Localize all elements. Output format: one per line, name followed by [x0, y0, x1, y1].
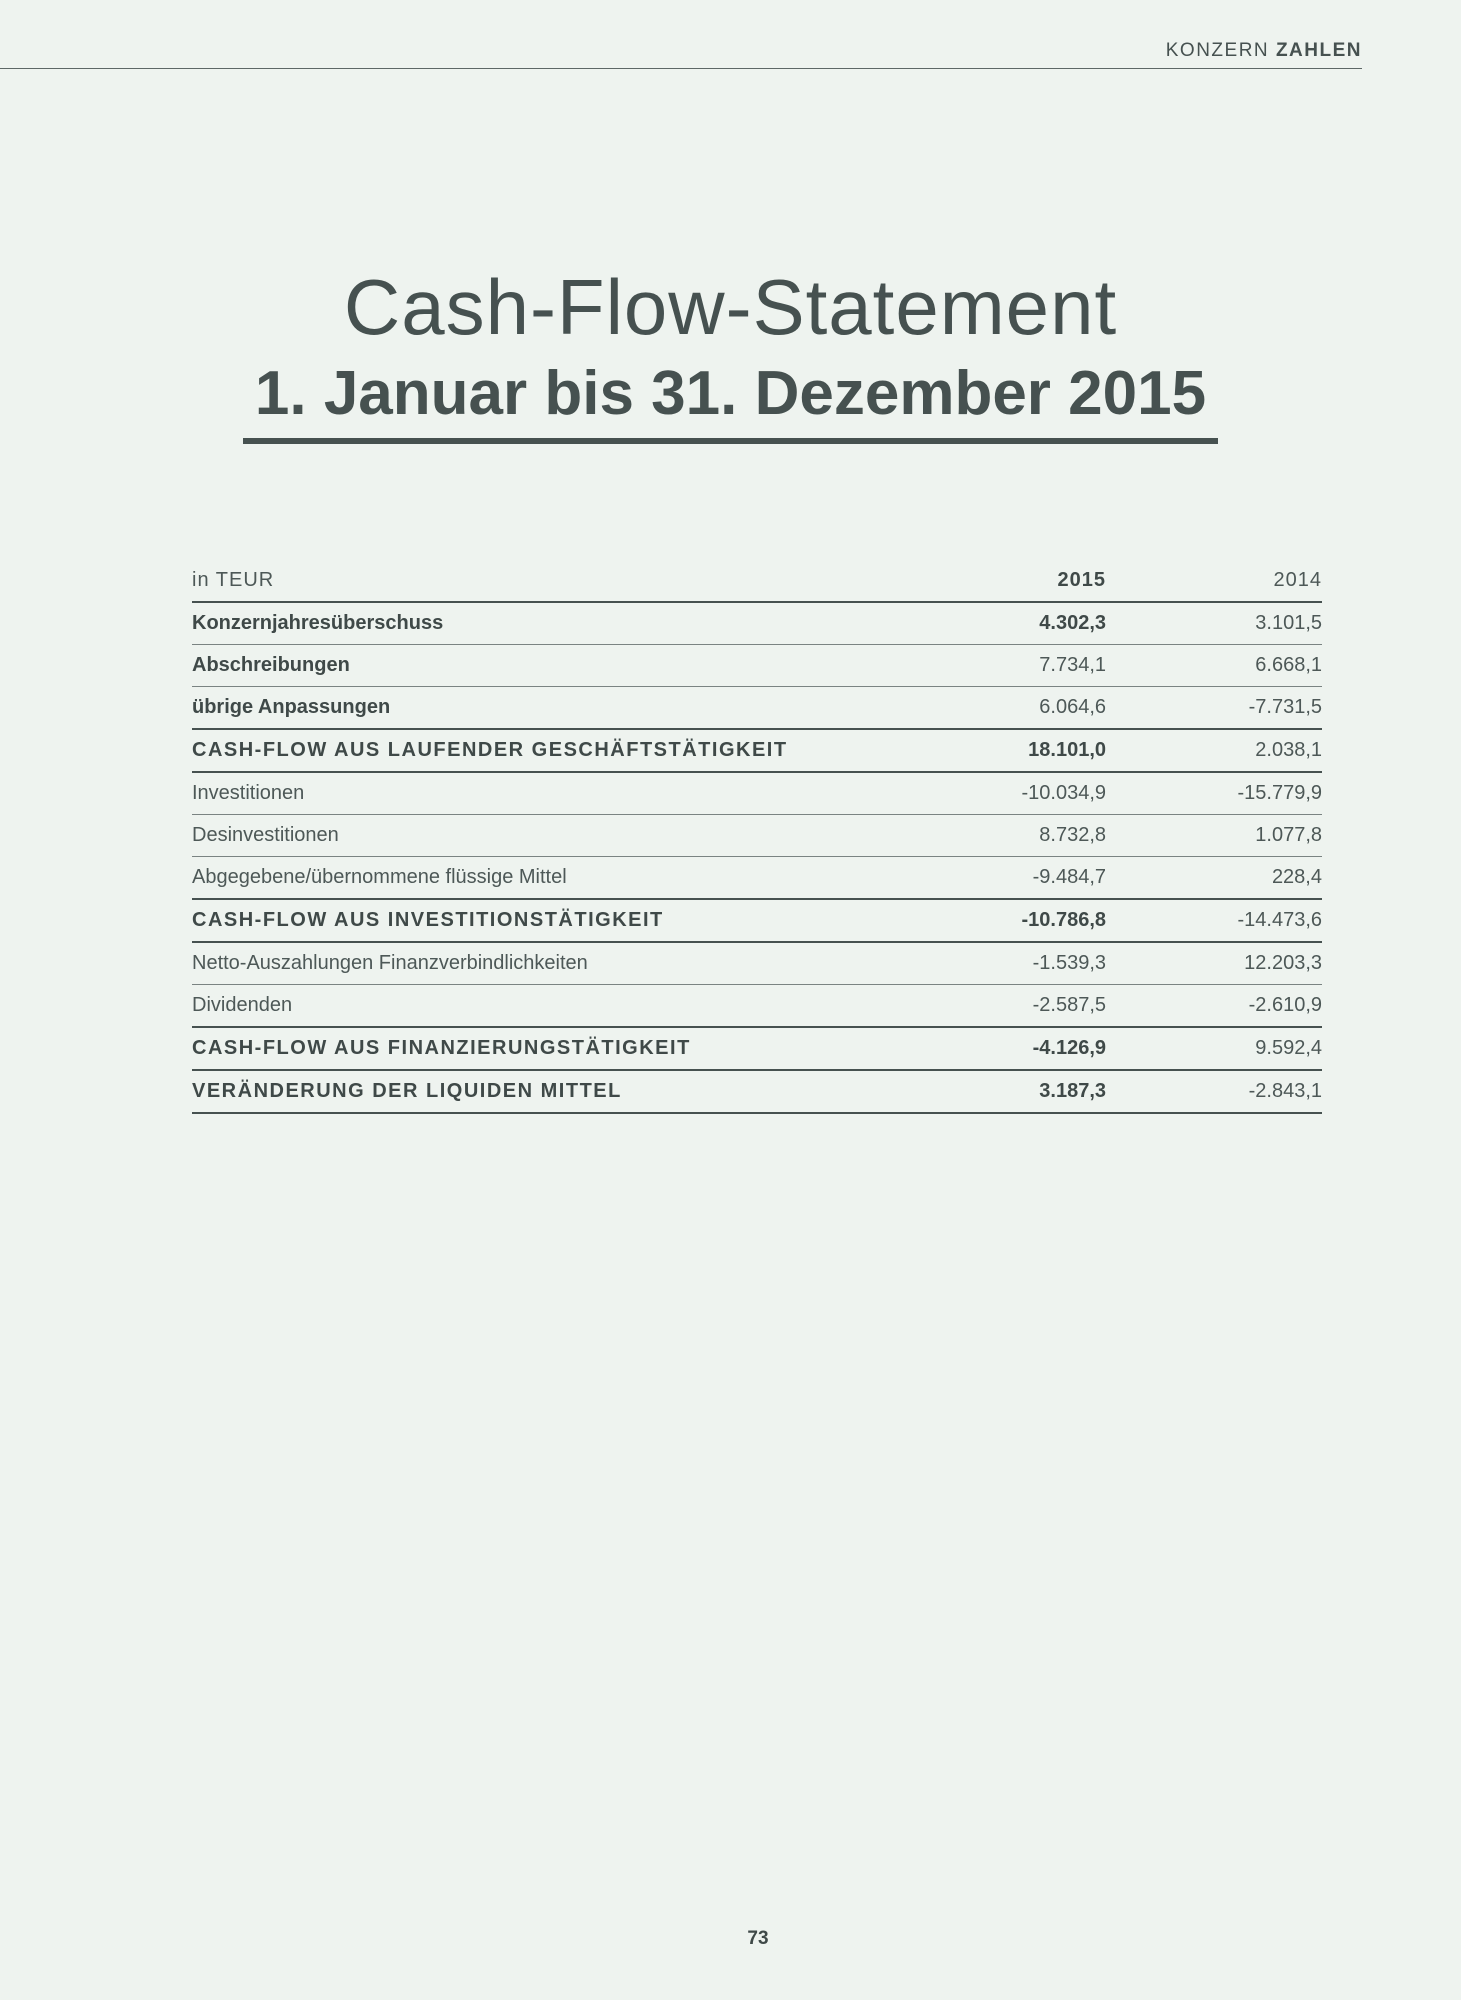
- table-row: [192, 772, 1322, 815]
- value-2015: 6.064,6: [926, 687, 1106, 730]
- value-2015: -9.484,7: [926, 857, 1106, 900]
- value-2015: -4.126,9: [926, 1027, 1106, 1070]
- page-number: 73: [747, 1928, 769, 1949]
- table-row: [192, 815, 1322, 857]
- value-2014: 3.101,5: [1106, 602, 1322, 645]
- value-2014: -7.731,5: [1106, 687, 1322, 730]
- value-2014: 1.077,8: [1106, 815, 1322, 857]
- row-label: Netto-Auszahlungen Finanzverbindlichkeiten: [192, 942, 926, 985]
- page-header: [0, 0, 1362, 69]
- table-row-subtotal: [192, 1027, 1322, 1070]
- column-header-2015: 2015: [926, 560, 1106, 602]
- value-2015: 18.101,0: [926, 729, 1106, 772]
- table-row-subtotal: [192, 729, 1322, 772]
- value-2014: 6.668,1: [1106, 645, 1322, 687]
- row-label: VERÄNDERUNG DER LIQUIDEN MITTEL: [192, 1070, 926, 1113]
- value-2015: 8.732,8: [926, 815, 1106, 857]
- row-label: Investitionen: [192, 772, 926, 815]
- value-2014: -15.779,9: [1106, 772, 1322, 815]
- value-2015: -2.587,5: [926, 985, 1106, 1028]
- column-header-2014: 2014: [1106, 560, 1322, 602]
- value-2014: 9.592,4: [1106, 1027, 1322, 1070]
- title-block: [0, 262, 1461, 444]
- unit-label: in TEUR: [192, 560, 926, 602]
- value-2015: 3.187,3: [926, 1070, 1106, 1113]
- page-title: Cash-Flow-Statement: [343, 263, 1118, 351]
- table-row: [192, 687, 1322, 730]
- table-row: [192, 985, 1322, 1028]
- row-label: Konzernjahresüberschuss: [192, 602, 926, 645]
- cash-flow-table: [192, 560, 1322, 1114]
- value-2015: -10.034,9: [926, 772, 1106, 815]
- section-label: [1166, 40, 1362, 62]
- table-row: [192, 645, 1322, 687]
- table-row: [192, 857, 1322, 900]
- value-2015: 7.734,1: [926, 645, 1106, 687]
- value-2015: -10.786,8: [926, 899, 1106, 942]
- section-label-regular: KONZERN: [1165, 40, 1270, 61]
- row-label: Dividenden: [192, 985, 926, 1028]
- row-label: CASH-FLOW AUS INVESTITIONSTÄTIGKEIT: [192, 899, 926, 942]
- value-2015: -1.539,3: [926, 942, 1106, 985]
- row-label: CASH-FLOW AUS FINANZIERUNGSTÄTIGKEIT: [192, 1027, 926, 1070]
- table-row: [192, 602, 1322, 645]
- value-2015: 4.302,3: [926, 602, 1106, 645]
- value-2014: -14.473,6: [1106, 899, 1322, 942]
- value-2014: 228,4: [1106, 857, 1322, 900]
- value-2014: -2.610,9: [1106, 985, 1322, 1028]
- row-label: Abgegebene/übernommene flüssige Mittel: [192, 857, 926, 900]
- row-label: übrige Anpassungen: [192, 687, 926, 730]
- section-label-bold: ZAHLEN: [1275, 40, 1362, 61]
- table-header-row: [192, 560, 1322, 602]
- row-label: Desinvestitionen: [192, 815, 926, 857]
- value-2014: 12.203,3: [1106, 942, 1322, 985]
- row-label: CASH-FLOW AUS LAUFENDER GESCHÄFTSTÄTIGKEIT: [192, 729, 926, 772]
- table-row-subtotal: [192, 899, 1322, 942]
- row-label: Abschreibungen: [192, 645, 926, 687]
- value-2014: -2.843,1: [1106, 1070, 1322, 1113]
- table-row-total: [192, 1070, 1322, 1113]
- table-row: [192, 942, 1322, 985]
- page-subtitle: 1. Januar bis 31. Dezember 2015: [243, 354, 1218, 444]
- value-2014: 2.038,1: [1106, 729, 1322, 772]
